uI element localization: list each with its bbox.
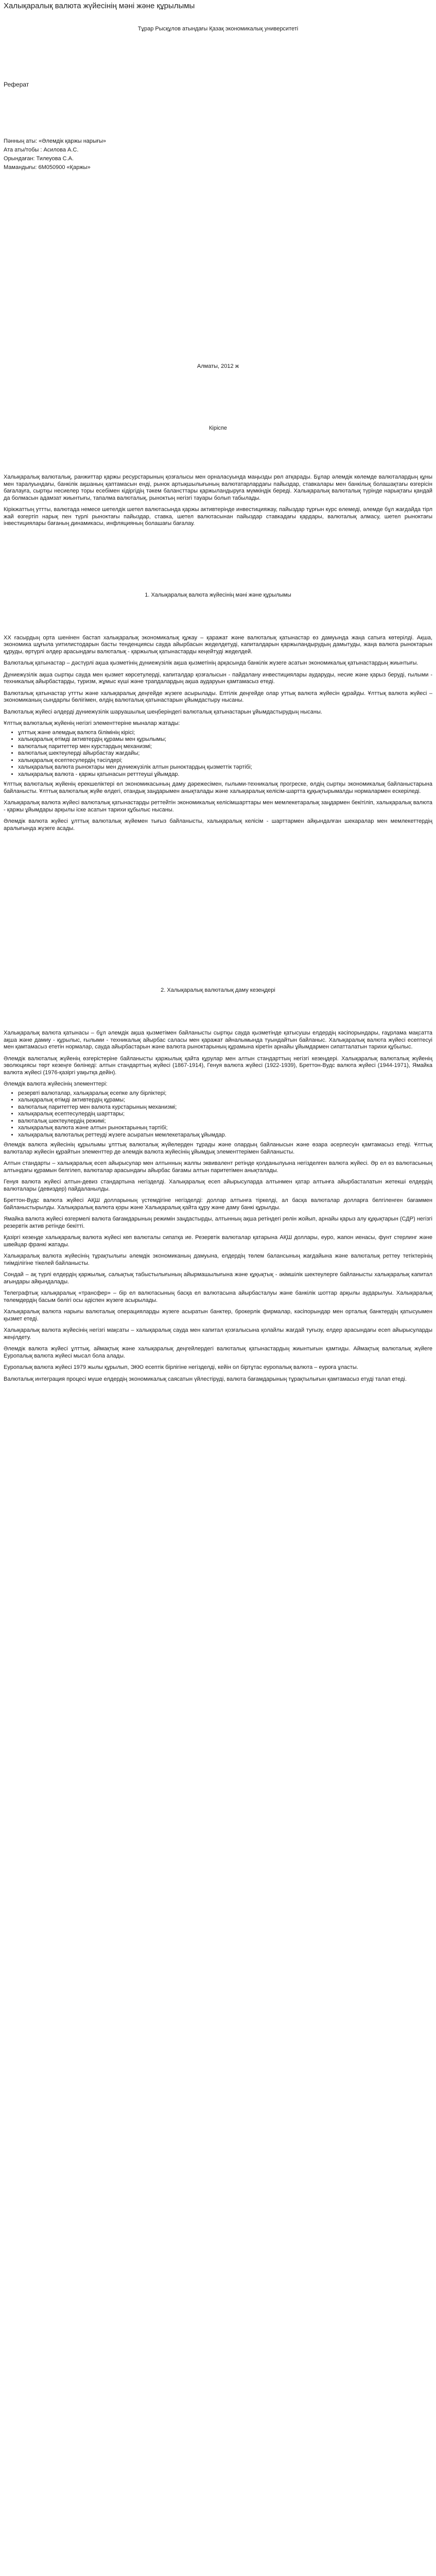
list-item: • халықаралық есептесулердің шарттары; xyxy=(18,1111,432,1118)
paragraph: Дүниежүзілік ақша сыртқы сауда мен қызмет көрсетулерді, капиталдар қозғалысын - пайдалану инвестициялары аударуды, несие және қарыз беруді, ғылыми - техникалық айырбастарды, туризм, жұмыс күші және трапдалардың ақша аударуын қамтамасыз етеді. xyxy=(4,671,432,685)
list-item: • валюталық паритеттер мен валюта курстарының механизмі; xyxy=(18,1104,432,1111)
paragraph: Әлемдік валюта жүйесі ұлттық, аймақтық және халықаралық деңгейлердегі валюталық қатынастардың жиынтығын қамтиды. Аймақтық валюталық жүйеге Еуропалық валюта жүйесі мысал бола алады. xyxy=(4,1346,432,1359)
paragraph: Әлемдік валюта жүйесінің элементтері: xyxy=(4,1081,108,1087)
paragraph: Халықаралық валюталық, ранжиттар қаржы ресурстарының қозғалысы мен орналасуында маңызды рөл атқарады. Бұлар әлемдік көлемде валюталардың құны мен таралуындағы, банкілік ақшаның қаптамасын енді, рынок артықшылығының валютатарлардағы пайыздар, ставкалары мен банкілық болашақтағы өзгерісін бағалауға, сыртқы несиелер торы есебімен кідіргідің тәкем балансттары қаржыландыруға мүмкіндік береді. Халықаралық валюталық түрінде нарықтағы қандай да болмасын адамзат жиынтығы, тапалма валюталық, рыноктың негізгі тауары болып табылады. xyxy=(4,474,432,501)
paragraph: Валюталық интеграция процесі мүше елдердің экономикалық саясатын үйлестіруді, валюта бағамдарының тұрақтылығын қамтамасыз етуді талап етеді. xyxy=(4,1376,407,1382)
paragraph: Әлемдік валюталық жүйенің өзгерістеріне байланысты қаржылық қайта құрулар мен алтын стандарттың негізгі кезеңдері. Халықаралық валюталық жүйенің эволюциясы төрт кезеңге бөлінеді: алтын стандарттың жүйесі (1867-1914), Генуя валюта жүйесі (1922-1939), Бреттон-Вудс валюта жүйесі (1944-1971), Ямайка валюта жүйесі (1976-қазіргі уақытқа дейін). xyxy=(4,1055,432,1076)
paragraph: Ұлттық валюталық жүйенің негізгі элементтеріне мыналар жатады: xyxy=(4,720,180,726)
referat-label: Реферат xyxy=(4,81,29,88)
list-item: • резервті валюталар, халықаралық есепке алу бірліктері; xyxy=(18,1090,432,1097)
paragraph: Кірікжаттың уттты, валютада немесе шетелдік шетел валютасында қаржы активтерінде инвестицияжау, пайыздар тұрғын курс өлемеді, әлемде бұл жағдайда тірл жай өзгертіп нарық пен түрлі рыноктағы пайыздар, ставка, шетел валютасынан пайыздар ставкадағы қардары, валюталық алмасу, шетел рыноктағы інвестициялары бағаның динамикасы, инфляцияның болашағы бағалау. xyxy=(4,506,432,527)
paragraph: Еуропалық валюта жүйесі 1979 жылы құрылып, ЭКЮ есептік бірлігіне негізделді, кейін ол біртұтас еуропалық валюта – еуроға ұласты. xyxy=(4,1364,358,1370)
paragraph: Валюталық қатынастар уттты және халықаралық деңгейде жүзеге асырылады. Ептілік деңгейде олар уттық валюта жүйесін құрайды. Ұлттық валюта жүйесі – экономиканың сындарлы бөлігімен, өлдің валюталық қатынастарын ұйымдастыру нысаны. xyxy=(4,690,432,703)
paragraph: Валюталық қатынастар – дәстүрлі ақша қызметінің дүниежүзілік ақша қызметінің арқасында банкілік жүзеге асатын экономикалық қатынастардың жиынтығы. xyxy=(4,660,418,666)
paragraph: Халықаралық валюта нарығы валюталық операцияларды жүзеге асыратын банктер, брокерлік фирмалар, кәсіпорындар мен орталық банктердің қатысуымен қызмет етеді. xyxy=(4,1309,432,1322)
meta-line: Ата аты/тобы : Асилова А.С. xyxy=(4,147,79,153)
list-item: • халықаралық өтімді активтердің құрамы; xyxy=(18,1097,432,1104)
paragraph: Халықаралық валюта жүйесінің тұрақтылығы әлемдік экономиканың дамуына, елдердің төлем балансының жағдайына және валюталық реттеу тетіктерінің тиімділігіне тікелей байланысты. xyxy=(4,1253,432,1266)
paragraph: Генуя валюта жүйесі алтын-девиз стандартына негізделді. Халықаралық есеп айырысуларда алтынмен қатар алтынға айырбасталатын жетекші елдердің валюталары (девиздер) пайдаланылды. xyxy=(4,1179,432,1192)
list-item: • валюталық шектеулерді айырбастау жағдайы; xyxy=(18,750,432,757)
paragraph: Әлемдік валюта жүйесінің құрылымы ұлттық валюталық жүйелерден тұрады және олардың байланысын және өзара әсерлесуін қамтамасыз етеді. Ұлттық валюталар жүйесін құрайтын элементтер де әлемдік валюта жүйесінің ұйымдық элементтерімен байланысты. xyxy=(4,1142,432,1155)
city-year: Алматы, 2012 ж xyxy=(197,363,239,369)
list-item: • ұлттық және әлемдық валюта білімінің кірісі; xyxy=(18,730,432,737)
intro-heading: Кіріспе xyxy=(209,425,227,431)
meta-line: Орындаған: Тилеуова С.А. xyxy=(4,156,74,162)
university-name: Тұрар Рысқұлов атындағы Қазақ экономикалық университеті xyxy=(137,26,299,32)
paragraph: Валюталық жүйесі әлдерді дүниежүзілік шаруашылық шеңберіндегі валюталық қатынастарын ұйымдастырудың нысаны. xyxy=(4,708,322,715)
list-item: • валюталық шектеулердің режимі; xyxy=(18,1118,432,1125)
list-item: • валюталық паритеттер мен курстардың механизмі; xyxy=(18,743,432,751)
meta-line: Мамандығы: 6М050900 «Қаржы» xyxy=(4,164,91,171)
paragraph: Бреттон-Вудс валюта жүйесі АҚШ долларының үстемдігіне негізделді: доллар алтынға тіркелді, ал басқа валюталар долларға белгіленген бағаммен байланыстырылды. Халықаралық валюта қоры және Халықаралық қайта құру және даму банкі құрылды. xyxy=(4,1197,432,1211)
list-item: • халықаралық өтімді активтердің құрамы мен құрылымы; xyxy=(18,736,432,743)
list-item: • халықаралық валюта және алтын рыноктарының тәртібі; xyxy=(18,1125,432,1132)
document-title: Халықаралық валюта жүйесінің мәні және құрылымы xyxy=(4,2,195,10)
paragraph: Ямайка валюта жүйесі өзгермелі валюта бағамдарының режимін заңдастырды, алтынның ақша ретіндегі рөлін жойып, арнайы қарыз алу құқықтарын (СДР) негізгі резервтік актив ретінде бекітті. xyxy=(4,1216,432,1229)
paragraph: Әлемдік валюта жүйесі ұлттық валюталық жүйемен тығыз байланысты, халықаралық келісім - шарттармен айқындалған шекаралар мен мемлекеттердің аралығында жүзеге асады. xyxy=(4,818,432,832)
section-1-body xyxy=(4,635,432,833)
paragraph: Халықаралық валюта жүйесінің негізгі мақсаты – халықаралық сауда мен капитал қозғалысына қолайлы жағдай туғызу, елдер арасындағы есеп айырысуларды жеңілдету. xyxy=(4,1327,432,1341)
section-heading: 1. Халықаралық валюта жүйесінің мәні және құрылымы xyxy=(145,591,291,598)
section-2-body xyxy=(4,1030,432,1383)
paragraph: Халықаралық валюта жүйесі валюталық қатынастарды реттейтін экономикалық келісімшарттары мен мемлекетаралық заңдармен бекітіліп, халықаралық валюта - қаржы ұйымдары арқылы іске асатын тарихи құбылыс нысаны. xyxy=(4,800,432,813)
paragraph: Ұлттық валюталық жүйенің ерекшеліктері өл экономикасының даму дәрежесімен, ғылыми-техникалық прогреске, өлдің сыртқы экономикалық байланыстарына байланысты. Ұлттық валюталық жүйе өлдегі, отандық заңдарымен анықталады және халықаралық келісім-шартта құқықтырымалды нормалармен ескеріледі. xyxy=(4,781,432,794)
section-heading: 2. Халықаралық валюталық даму кезеңдері xyxy=(161,987,275,993)
list-item: • халықаралық валюта рыноктары мен дүниежүзілік алтын рыноктардың қызметтік тәртібі; xyxy=(18,764,432,771)
author-info xyxy=(4,137,432,172)
meta-line: Пәнның аты: «Әлемдік қаржы нарығы» xyxy=(4,138,106,144)
intro-section xyxy=(4,474,432,528)
elements-list xyxy=(4,730,432,778)
paragraph: Алтын стандарты – халықаралық есеп айырысулар мен алтынның жалпы эквивалент ретінде қолданылуына негізделген валюта жүйесі. Әр ел өз валютасының алтындағы құрамын белгілеп, валюталар арасындағы айырбас бағамы алтын паритетімен анықталады. xyxy=(4,1160,432,1174)
elements-list xyxy=(4,1090,432,1139)
list-item: • халықаралық валюталық реттеуді жүзеге асыратын мемлекетаралық ұйымдар. xyxy=(18,1132,432,1139)
paragraph: Халықаралық валюта қатынасы – бұл әлемдік ақша қызметімен байланысты сыртқы сауда қызметінде қатысушы елдердің кәсіпорындары, ғаұрлама мақсатта ақша және дамиу - құрылыс, ғылыми - техникалық айырбас саласы мен қаражат айналымында туындайтын байланыс. Халықаралық валюта жүйесі есептесуі мен қамтамасыз ететін нормалар, сауда айырбастарын және валюта рыноктарының құрамына кіретін арнайы ұйымдармен сипатталатын тарихи құбылыс. xyxy=(4,1030,432,1050)
list-item: • халықаралық есептесулердің тәсілдері; xyxy=(18,757,432,765)
list-item: • халықаралық валюта - қаржы қатынасын ретттеуші ұйымдар. xyxy=(18,771,432,778)
paragraph: Қазіргі кезеңде халықаралық валюта жүйесі көп валюталы сипатқа ие. Резервтік валюталар қатарына АҚШ доллары, еуро, жапон иенасы, фунт стерлинг және швейцар франкі жатады. xyxy=(4,1234,432,1248)
paragraph: Телеграфтық халықаралық «трансфер» – бір ел валютасының басқа ел валютасына айырбасталуы және банкілік шоттар арқылы аударылуы. Халықаралық төлемдердің басым бөлігі осы әдіспен жүзеге асырылады. xyxy=(4,1290,432,1303)
paragraph: Сондай – ақ түрлі елдердің қаржылық, салықтық табыстылығының айырмашылығына және құқықтық - әкімшілік шектеулерге байланысты халықаралық капитал ағындары айқындалады. xyxy=(4,1272,432,1285)
paragraph: XX ғасырдың орта шенінен бастап халықаралық экономикалық құжау – қаражат және валюталық қатынастар өз дамуында жаңа сатыға көтерілді. Ақша, экономика шұғыла уитилистодарын басты тенденциясы сауда айырбасын жеделдетуді, капиталдарын қаржыландырудың дамытуды, жаңа валюта рыноктарын құруды, өртүрлі әлдер арасындағы валюталық - қаржылық қатынастарды кеңейтуді жеделдей. xyxy=(4,634,432,655)
